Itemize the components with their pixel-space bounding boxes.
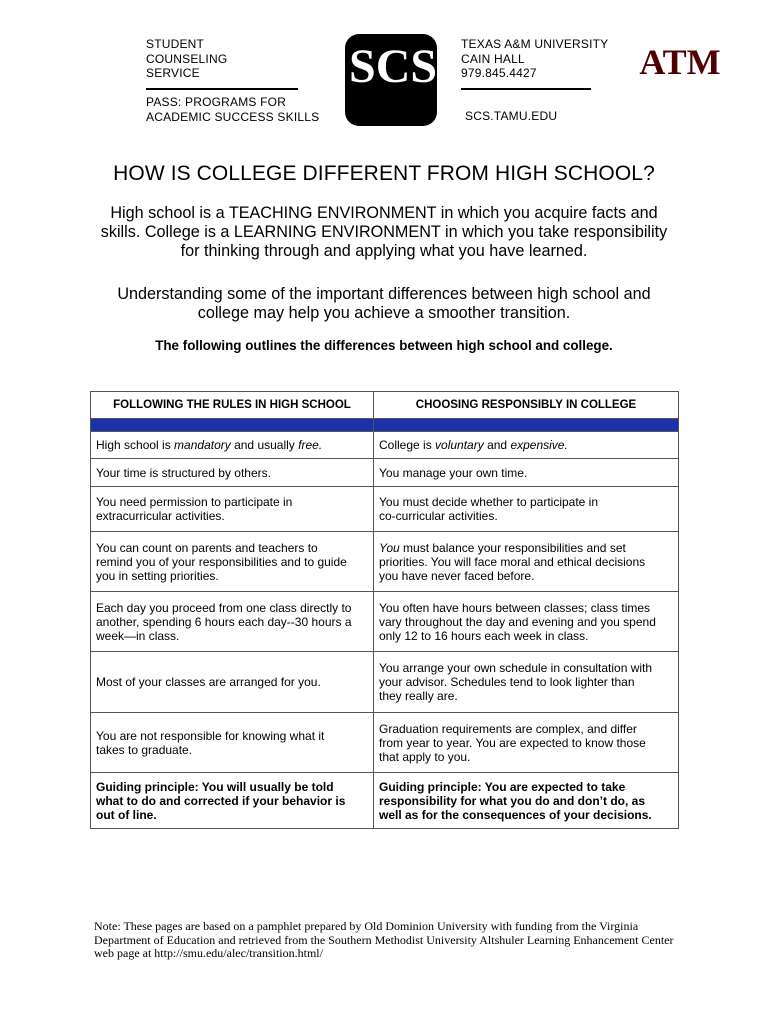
cell-line: Guiding principle: You will usually be told xyxy=(96,779,334,794)
texas-am-logo-mark xyxy=(639,32,721,94)
cell-line: You can count on parents and teachers to xyxy=(96,540,318,555)
header-program xyxy=(146,95,319,124)
cell-text: High school is xyxy=(96,438,175,452)
high-school-cell xyxy=(91,487,374,532)
college-cell xyxy=(374,592,679,652)
cell-text: and xyxy=(483,438,511,452)
header-line: TEXAS A&M UNIVERSITY xyxy=(461,37,609,51)
high-school-cell: Your time is structured by others. xyxy=(91,459,374,487)
cell-line: Guiding principle: You are expected to take xyxy=(379,779,626,794)
cell-line: You often have hours between classes; class times xyxy=(379,600,651,615)
header-line: SERVICE xyxy=(146,66,200,80)
cell-line: your advisor. Schedules tend to look lighter than xyxy=(379,675,635,689)
cell-line: You arrange your own schedule in consultation with xyxy=(379,661,653,675)
table-row xyxy=(91,532,679,592)
cell-line: extracurricular activities. xyxy=(96,509,225,523)
column-header-college: CHOOSING RESPONSIBLY IN COLLEGE xyxy=(374,392,679,419)
header-line: 979.845.4427 xyxy=(461,66,537,80)
page-title: HOW IS COLLEGE DIFFERENT FROM HIGH SCHOOL? xyxy=(113,162,655,185)
high-school-cell: Most of your classes are arranged for you. xyxy=(91,652,374,713)
header-university xyxy=(461,37,608,81)
college-cell xyxy=(374,713,679,773)
cell-text: must balance your responsibilities and set xyxy=(399,540,626,555)
cell-line: vary throughout the day and evening and you spend xyxy=(379,614,656,629)
cell-line: You need permission to participate in xyxy=(96,495,293,509)
cell-emphasis: mandatory xyxy=(174,438,231,452)
cell-line: responsibility for what you do and don’t do, as xyxy=(379,793,646,808)
cell-line: you in setting priorities. xyxy=(96,568,219,583)
header-line: STUDENT xyxy=(146,37,205,51)
high-school-cell xyxy=(91,432,374,459)
table-row-guiding-principle xyxy=(91,773,679,829)
table-row xyxy=(91,432,679,459)
intro-paragraph-teaching: High school is a TEACHING ENVIRONMENT in which you acquire facts and skills. College is a LEARNING ENVIRONMENT in which you take responsibility for thinking through and applying what you have learned. xyxy=(100,204,668,260)
cell-text: and usually xyxy=(230,438,299,452)
table-row xyxy=(91,713,679,773)
table-row xyxy=(91,592,679,652)
intro-paragraph-transition: Understanding some of the important differences between high school and college may help you achieve a smoother transition. xyxy=(117,285,651,322)
high-school-cell xyxy=(91,532,374,592)
high-school-cell xyxy=(91,713,374,773)
cell-line: well as for the consequences of your decisions. xyxy=(379,807,652,822)
cell-line xyxy=(379,541,673,555)
college-cell: You manage your own time. xyxy=(374,459,679,487)
high-school-cell xyxy=(91,773,374,829)
cell-line: what to do and corrected if your behavior is xyxy=(96,793,346,808)
cell-line: from year to year. You are expected to know those xyxy=(379,735,646,750)
texas-am-logo xyxy=(639,32,721,94)
cell-line: week—in class. xyxy=(96,628,180,643)
header-divider-left xyxy=(146,88,298,90)
college-cell xyxy=(374,432,679,459)
table-divider-band xyxy=(91,419,679,432)
divider-band-cell xyxy=(91,419,374,432)
divider-band-cell xyxy=(374,419,679,432)
footnote: Note: These pages are based on a pamphlet prepared by Old Dominion University with funding from the Virginia Department of Education and retrieved from the Southern Methodist University Altshuler Learning Enhancement Center web page at http://smu.edu/alec/transition.html/ xyxy=(94,919,674,961)
table-header-row xyxy=(91,392,679,419)
header-department xyxy=(146,37,227,81)
outline-note: The following outlines the differences between high school and college. xyxy=(155,338,613,353)
cell-emphasis: voluntary xyxy=(435,438,484,452)
college-cell xyxy=(374,652,679,713)
header-line: PASS: PROGRAMS FOR xyxy=(146,95,287,109)
header-website[interactable]: SCS.TAMU.EDU xyxy=(465,109,558,123)
scs-logo xyxy=(345,34,437,126)
texas-am-logo-letters: ATM xyxy=(639,42,721,82)
cell-line: only 12 to 16 hours each week in class. xyxy=(379,628,589,643)
cell-line: Graduation requirements are complex, and differ xyxy=(379,721,637,736)
cell-line: You must decide whether to participate in xyxy=(379,495,599,509)
cell-line: another, spending 6 hours each day--30 hours a xyxy=(96,614,352,629)
cell-line: that apply to you. xyxy=(379,749,471,764)
cell-line: remind you of your responsibilities and to guide xyxy=(96,554,347,569)
cell-line: Each day you proceed from one class directly to xyxy=(96,600,352,615)
high-school-cell xyxy=(91,592,374,652)
table-row xyxy=(91,459,679,487)
college-cell xyxy=(374,487,679,532)
college-cell xyxy=(374,773,679,829)
cell-line: You are not responsible for knowing what it xyxy=(96,728,325,743)
header-line: ACADEMIC SUCCESS SKILLS xyxy=(146,109,320,124)
column-header-high-school: FOLLOWING THE RULES IN HIGH SCHOOL xyxy=(91,392,374,419)
header-line: COUNSELING xyxy=(146,51,228,66)
cell-line: priorities. You will face moral and ethical decisions xyxy=(379,554,646,569)
comparison-table xyxy=(90,391,679,829)
cell-line: out of line. xyxy=(96,807,157,822)
header-line: CAIN HALL xyxy=(461,51,525,66)
header-divider-right xyxy=(461,88,591,90)
cell-line: you have never faced before. xyxy=(379,568,535,583)
cell-line: they really are. xyxy=(379,689,458,703)
table-row xyxy=(91,652,679,713)
scs-logo-letter-s1: SCS xyxy=(349,40,438,93)
cell-emphasis: You xyxy=(379,540,400,555)
cell-text: College is xyxy=(379,438,436,452)
scs-logo-mark xyxy=(345,34,437,126)
cell-emphasis: expensive. xyxy=(510,438,568,452)
table-row xyxy=(91,487,679,532)
college-cell xyxy=(374,532,679,592)
cell-line: co-curricular activities. xyxy=(379,509,498,523)
cell-emphasis: free. xyxy=(298,438,323,452)
cell-line: takes to graduate. xyxy=(96,742,193,757)
